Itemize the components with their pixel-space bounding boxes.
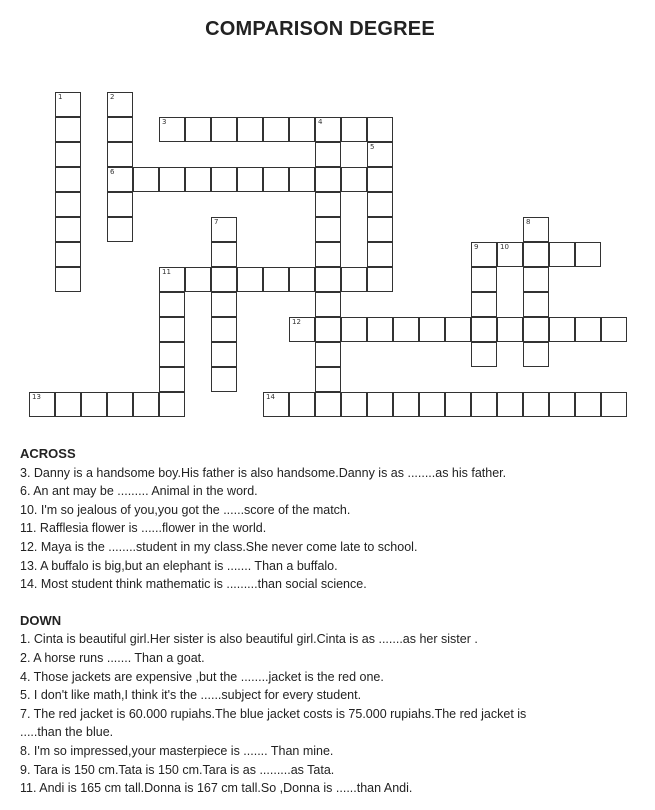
grid-cell[interactable] (523, 217, 549, 242)
grid-cell[interactable] (471, 317, 497, 342)
grid-cell[interactable] (107, 392, 133, 417)
grid-cell[interactable] (211, 292, 237, 317)
grid-cell[interactable] (315, 292, 341, 317)
clue-number: 11 (162, 268, 171, 276)
grid-cell[interactable] (315, 217, 341, 242)
grid-cell[interactable] (367, 117, 393, 142)
down-clue: 11. Andi is 165 cm tall.Donna is 167 cm tall.So ,Donna is ......than Andi. (20, 781, 413, 796)
grid-cell[interactable] (107, 192, 133, 217)
grid-cell[interactable] (55, 242, 81, 267)
down-clue: 8. I'm so impressed,your masterpiece is ....... Than mine. (20, 743, 334, 758)
grid-cell[interactable] (315, 142, 341, 167)
clue-number: 6 (110, 168, 115, 176)
clue-number: 7 (214, 218, 219, 226)
grid-cell[interactable] (523, 342, 549, 367)
grid-cell[interactable] (549, 242, 575, 267)
grid-cell[interactable] (211, 367, 237, 392)
across-clue: 3. Danny is a handsome boy.His father is also handsome.Danny is as ........as his father. (20, 465, 507, 480)
grid-cell[interactable] (445, 392, 471, 417)
grid-cell[interactable] (523, 242, 549, 267)
clue-number: 10 (500, 243, 509, 251)
grid-cell[interactable] (341, 167, 367, 192)
page-title: COMPARISON DEGREE (205, 18, 435, 40)
clue-number: 4 (318, 118, 323, 126)
across-clue: 12. Maya is the ........student in my class.She never come late to school. (20, 539, 418, 554)
grid-cell[interactable] (211, 342, 237, 367)
grid-cell[interactable] (263, 267, 289, 292)
grid-cell[interactable] (29, 392, 55, 417)
grid-cell[interactable] (523, 317, 549, 342)
clue-number: 2 (110, 93, 115, 101)
grid-cell[interactable] (367, 217, 393, 242)
grid-cell[interactable] (315, 242, 341, 267)
grid-cell[interactable] (55, 117, 81, 142)
clue-number: 9 (474, 243, 479, 251)
grid-cell[interactable] (367, 392, 393, 417)
grid-cell[interactable] (575, 317, 601, 342)
grid-cell[interactable] (315, 167, 341, 192)
grid-cell[interactable] (549, 317, 575, 342)
grid-cell[interactable] (211, 317, 237, 342)
clue-number: 1 (58, 93, 63, 101)
grid-cell[interactable] (55, 267, 81, 292)
grid-cell[interactable] (393, 317, 419, 342)
grid-cell[interactable] (107, 167, 133, 192)
grid-cell[interactable] (367, 242, 393, 267)
down-clue: 9. Tara is 150 cm.Tata is 150 cm.Tara is as .........as Tata. (20, 762, 335, 777)
across-heading: ACROSS (20, 446, 76, 461)
grid-cell[interactable] (289, 117, 315, 142)
clue-number: 13 (32, 393, 41, 401)
clue-number: 12 (292, 318, 301, 326)
across-clue: 14. Most student think mathematic is .........than social science. (20, 577, 367, 592)
grid-cell[interactable] (159, 367, 185, 392)
grid-cell[interactable] (367, 142, 393, 167)
grid-cell[interactable] (211, 242, 237, 267)
down-clue: 1. Cinta is beautiful girl.Her sister is also beautiful girl.Cinta is as .......as her sister . (20, 632, 478, 647)
grid-cell[interactable] (575, 392, 601, 417)
grid-cell[interactable] (55, 392, 81, 417)
grid-cell[interactable] (263, 167, 289, 192)
grid-cell[interactable] (55, 192, 81, 217)
grid-cell[interactable] (289, 317, 315, 342)
grid-cell[interactable] (289, 267, 315, 292)
grid-cell[interactable] (601, 317, 627, 342)
grid-cell[interactable] (549, 392, 575, 417)
grid-cell[interactable] (419, 392, 445, 417)
grid-cell[interactable] (445, 317, 471, 342)
grid-cell[interactable] (289, 167, 315, 192)
grid-cell[interactable] (107, 92, 133, 117)
grid-cell[interactable] (601, 392, 627, 417)
grid-cell[interactable] (211, 267, 237, 292)
down-clue: 4. Those jackets are expensive ,but the ........jacket is the red one. (20, 669, 384, 684)
grid-cell[interactable] (471, 342, 497, 367)
grid-cell[interactable] (367, 192, 393, 217)
across-clue: 11. Rafflesia flower is ......flower in the world. (20, 521, 267, 536)
across-clue: 10. I'm so jealous of you,you got the ......score of the match. (20, 502, 351, 517)
grid-cell[interactable] (497, 392, 523, 417)
grid-cell[interactable] (159, 167, 185, 192)
grid-cell[interactable] (211, 167, 237, 192)
grid-cell[interactable] (211, 217, 237, 242)
grid-cell[interactable] (159, 292, 185, 317)
across-clue: 6. An ant may be ......... Animal in the word. (20, 484, 258, 499)
grid-cell[interactable] (341, 267, 367, 292)
grid-cell[interactable] (81, 392, 107, 417)
grid-cell[interactable] (367, 267, 393, 292)
grid-cell[interactable] (367, 317, 393, 342)
grid-cell[interactable] (159, 267, 185, 292)
grid-cell[interactable] (107, 142, 133, 167)
down-heading: DOWN (20, 612, 62, 628)
grid-cell[interactable] (341, 392, 367, 417)
grid-cell[interactable] (211, 117, 237, 142)
grid-cell[interactable] (133, 167, 159, 192)
grid-cell[interactable] (523, 267, 549, 292)
grid-cell[interactable] (159, 342, 185, 367)
grid-cell[interactable] (393, 392, 419, 417)
grid-cell[interactable] (315, 267, 341, 292)
grid-cell[interactable] (107, 117, 133, 142)
grid-cell[interactable] (159, 317, 185, 342)
clue-number: 14 (266, 393, 275, 401)
grid-cell[interactable] (159, 117, 185, 142)
grid-cell[interactable] (237, 267, 263, 292)
grid-cell[interactable] (471, 242, 497, 267)
grid-cell[interactable] (263, 117, 289, 142)
grid-cell[interactable] (471, 392, 497, 417)
down-clue-list (20, 630, 640, 797)
grid-cell[interactable] (289, 392, 315, 417)
across-clue: 13. A buffalo is big,but an elephant is ....... Than a buffalo. (20, 558, 338, 573)
grid-cell[interactable] (315, 367, 341, 392)
down-clue: 7. The red jacket is 60.000 rupiahs.The blue jacket costs is 75.000 rupiahs.The red jacket is (20, 706, 527, 721)
grid-cell[interactable] (315, 392, 341, 417)
grid-cell[interactable] (315, 342, 341, 367)
grid-cell[interactable] (523, 392, 549, 417)
grid-cell[interactable] (471, 292, 497, 317)
grid-cell[interactable] (55, 217, 81, 242)
grid-cell[interactable] (315, 317, 341, 342)
clues-section (20, 445, 640, 798)
grid-cell[interactable] (523, 292, 549, 317)
clue-number: 8 (526, 218, 531, 226)
grid-cell[interactable] (471, 267, 497, 292)
grid-cell[interactable] (159, 392, 185, 417)
grid-cell[interactable] (185, 267, 211, 292)
down-clue: .....than the blue. (20, 725, 114, 740)
grid-cell[interactable] (419, 317, 445, 342)
grid-cell[interactable] (575, 242, 601, 267)
grid-cell[interactable] (315, 192, 341, 217)
down-clue: 5. I don't like math,I think it's the ......subject for every student. (20, 688, 362, 703)
across-clue-list (20, 464, 640, 594)
grid-cell[interactable] (263, 392, 289, 417)
down-clue: 2. A horse runs ....... Than a goat. (20, 650, 205, 665)
grid-cell[interactable] (55, 92, 81, 117)
grid-cell[interactable] (341, 317, 367, 342)
grid-cell[interactable] (185, 117, 211, 142)
grid-cell[interactable] (133, 392, 159, 417)
grid-cell[interactable] (185, 167, 211, 192)
grid-cell[interactable] (341, 117, 367, 142)
grid-cell[interactable] (237, 117, 263, 142)
grid-cell[interactable] (55, 142, 81, 167)
grid-cell[interactable] (315, 117, 341, 142)
grid-cell[interactable] (107, 217, 133, 242)
clue-number: 5 (370, 143, 375, 151)
grid-cell[interactable] (497, 317, 523, 342)
grid-cell[interactable] (237, 167, 263, 192)
grid-cell[interactable] (55, 167, 81, 192)
grid-cell[interactable] (497, 242, 523, 267)
clue-number: 3 (162, 118, 167, 126)
grid-cell[interactable] (367, 167, 393, 192)
